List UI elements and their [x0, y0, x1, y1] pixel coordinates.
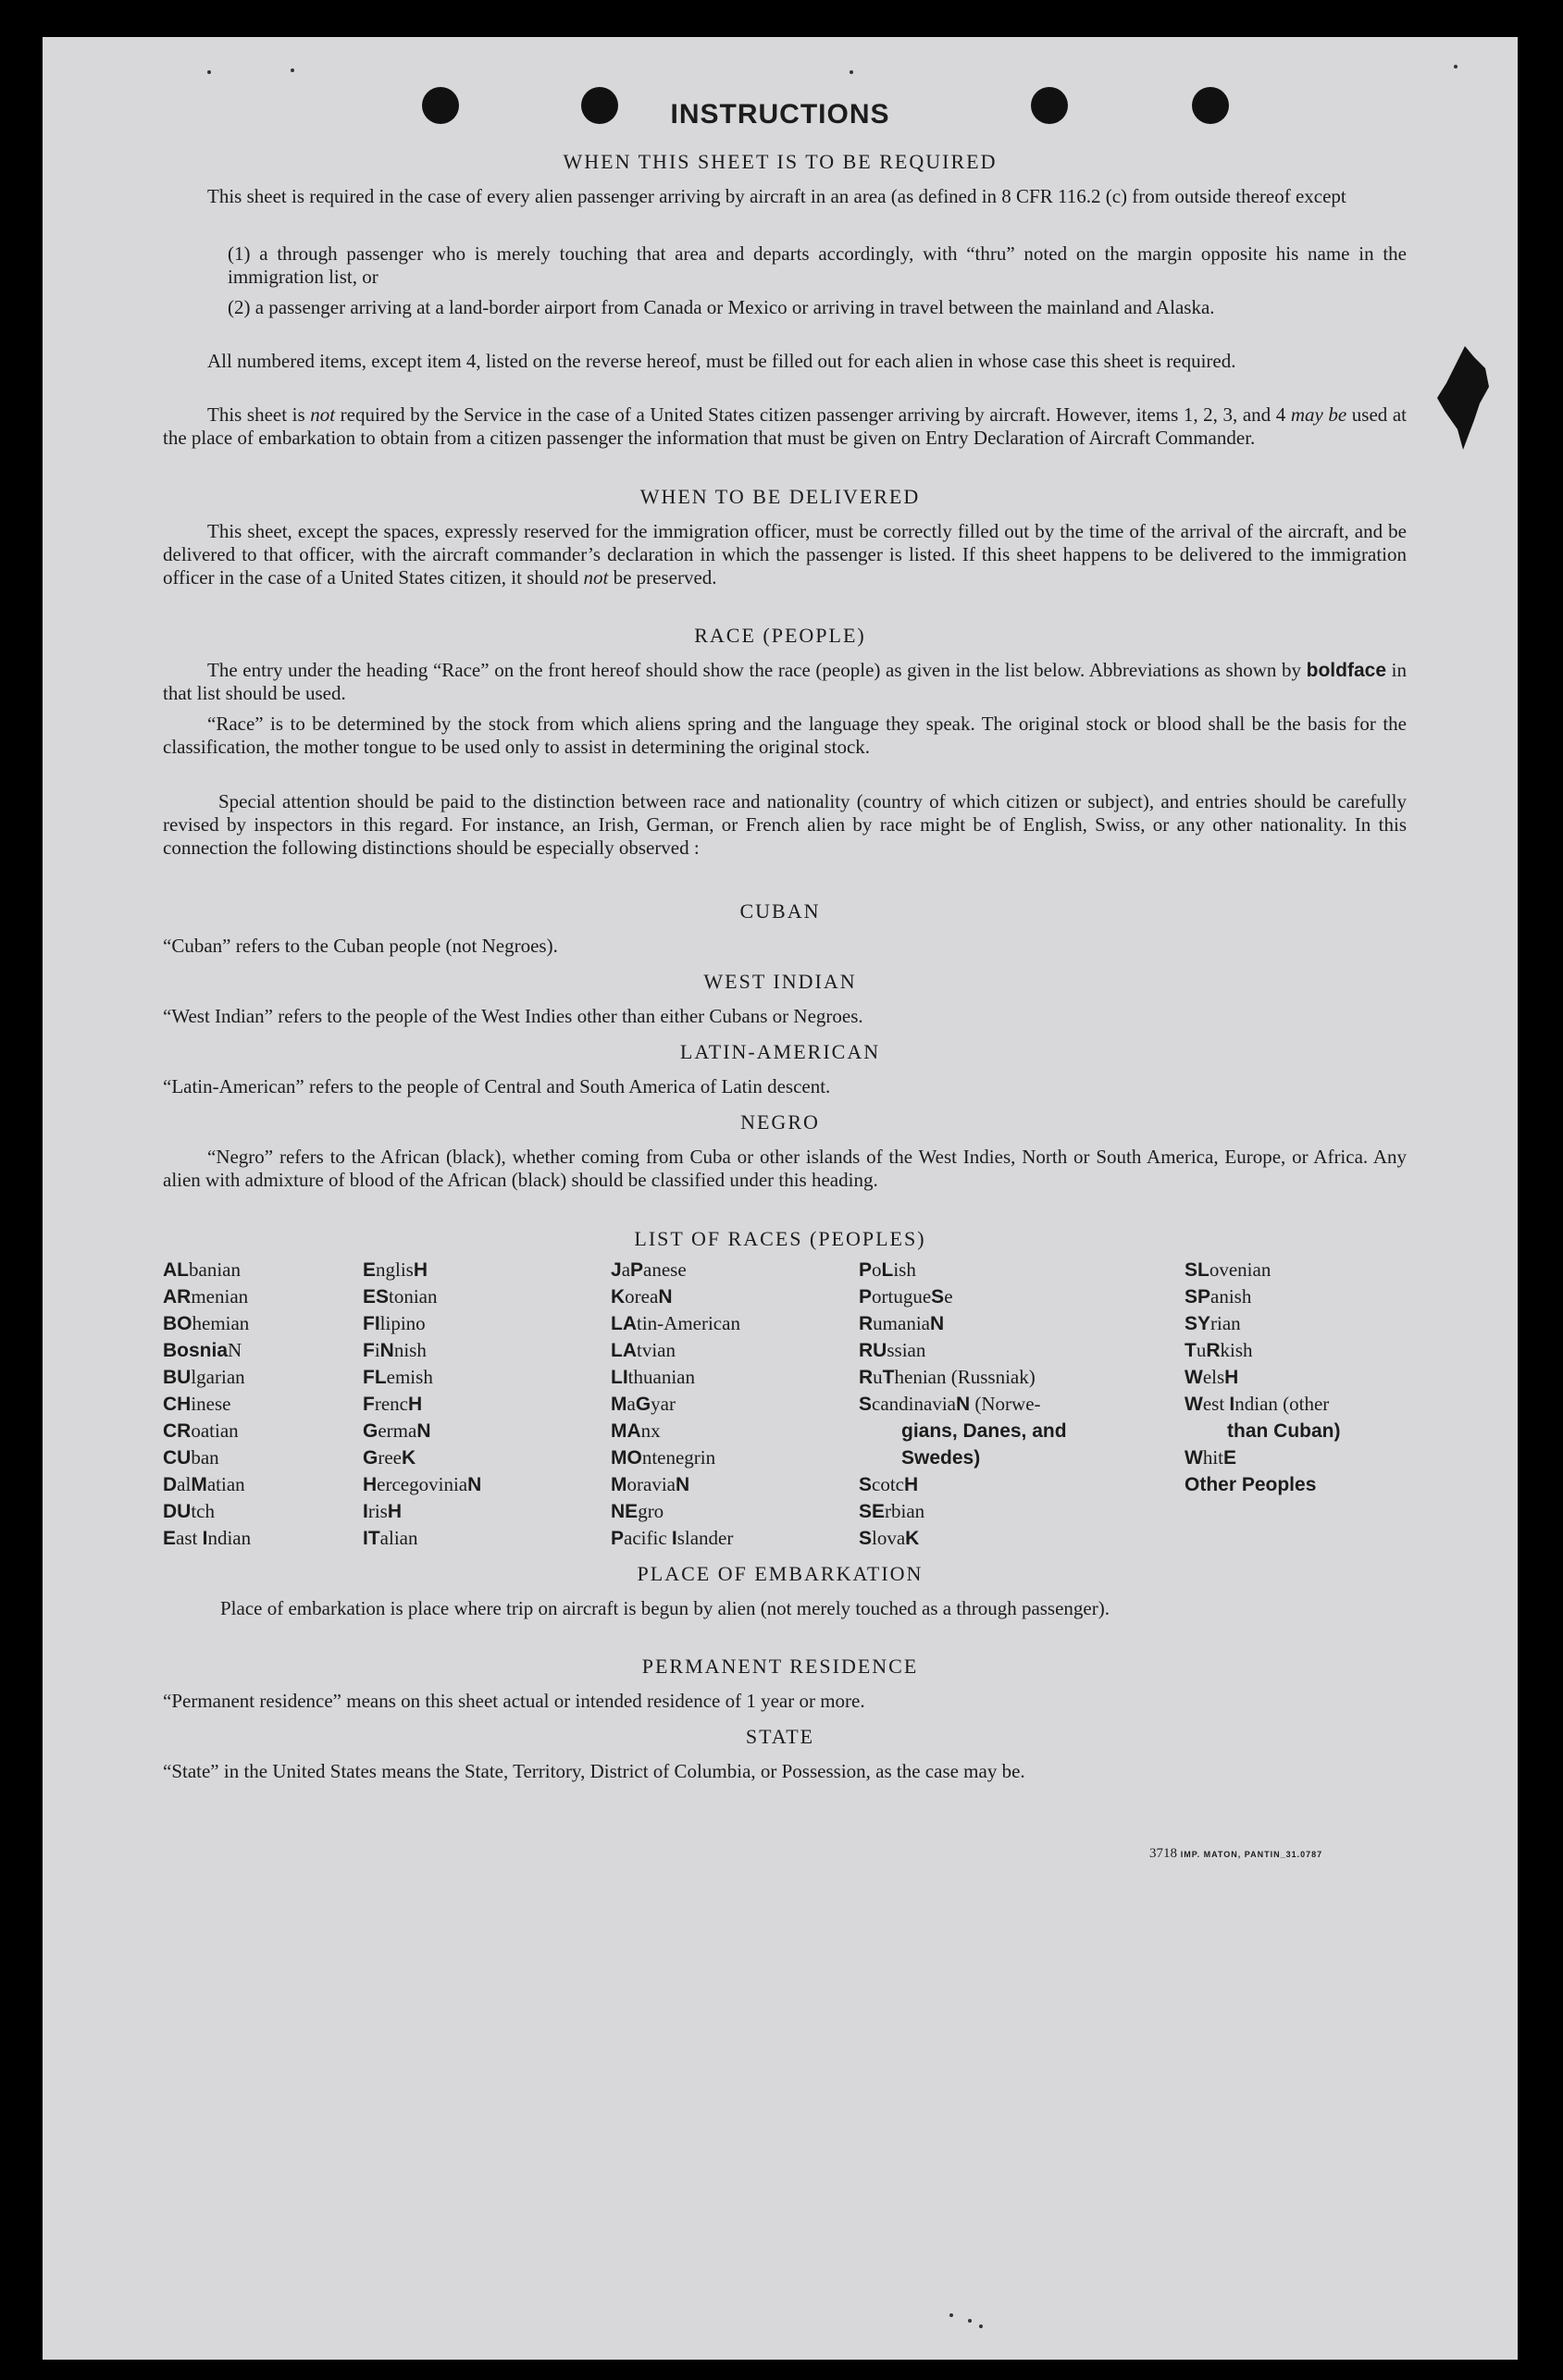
race-entry: DUtch	[163, 1500, 215, 1522]
race-entry: WhitE	[1185, 1446, 1237, 1469]
race-entry: JaPanese	[611, 1258, 687, 1281]
para-required-1: This sheet is required in the case of every alien passenger arriving by aircraft in an area (as defined in 8 CFR 116.2 (c) from outside thereof except	[207, 185, 1346, 207]
race-entry: CRoatian	[163, 1419, 239, 1442]
race-entry: FrencH	[363, 1393, 423, 1415]
race-entry: RUssian	[859, 1339, 926, 1361]
race-entry: BosniaN	[163, 1339, 242, 1361]
heading-west-indian: WEST INDIAN	[703, 970, 857, 993]
heading-permanent-residence: PERMANENT RESIDENCE	[641, 1655, 919, 1678]
race-entry: CUban	[163, 1446, 219, 1469]
print-footer	[1149, 1846, 1322, 1862]
race-entry: ScotcH	[859, 1473, 919, 1495]
race-entry: BUlgarian	[163, 1366, 245, 1388]
races-column-2	[363, 1257, 481, 1552]
race-entry: FLemish	[363, 1366, 433, 1388]
race-entry: ARmenian	[163, 1285, 249, 1308]
heading-race: RACE (PEOPLE)	[694, 624, 866, 647]
race-entry: ITalian	[363, 1527, 418, 1549]
race-entry: SlovaK	[859, 1527, 920, 1549]
race-entry: BOhemian	[163, 1312, 250, 1334]
heading-list-of-races: LIST OF RACES (PEOPLES)	[634, 1227, 926, 1250]
race-entry: Swedes)	[901, 1447, 981, 1469]
race-entry: LAtin-American	[611, 1312, 740, 1334]
race-entry: RuThenian (Russniak)	[859, 1366, 1036, 1388]
race-entry: EnglisH	[363, 1258, 428, 1281]
race-entry: EStonian	[363, 1285, 438, 1308]
races-column-3	[611, 1257, 740, 1552]
para-cuban: “Cuban” refers to the Cuban people (not Negroes).	[163, 935, 558, 957]
race-entry: ScandinaviaN (Norwe-	[859, 1393, 1041, 1415]
heading-place-of-embarkation: PLACE OF EMBARKATION	[637, 1562, 924, 1585]
para-delivered-1: This sheet, except the spaces, expressly reserved for the immigration officer, must be correctly filled out by the time of the arrival of the aircraft, and be delivered to that officer, with the aircraft commander’s declaration in which the passenger is listed. If this sheet happens to be delivered to the immigration officer in the case of a United States citizen, it should not be preserved.	[163, 520, 1407, 589]
race-entry: FIlipino	[363, 1312, 426, 1334]
race-entry: SErbian	[859, 1500, 925, 1522]
para-required-3: This sheet is not required by the Service in the case of a United States citizen passenger arriving by aircraft. However, items 1, 2, 3, and 4 may be used at the place of embarkation to obtain from a citizen passenger the information that must be given on Entry Declaration of Aircraft Commander.	[163, 403, 1408, 449]
para-latin-american: “Latin-American” refers to the people of Central and South America of Latin descent.	[163, 1075, 831, 1097]
instruction-sheet	[43, 37, 1518, 2360]
para-race-2: “Race” is to be determined by the stock from which aliens spring and the language they speak. The original stock or blood shall be the basis for the classification, the mother tongue to be used only to assist in determining the original stock.	[163, 713, 1407, 758]
speck	[291, 68, 294, 72]
heading-when-required: WHEN THIS SHEET IS TO BE REQUIRED	[563, 150, 998, 173]
race-entry: PortugueSe	[859, 1285, 953, 1308]
heading-cuban: CUBAN	[739, 899, 821, 923]
speck	[949, 2313, 953, 2317]
race-entry: than Cuban)	[1227, 1420, 1341, 1442]
item-1-text: (1) a through passenger who is merely touching that area and departs accordingly, with “thru” noted on the margin opposite his name in the immigration list, or	[228, 242, 1407, 288]
heading-state: STATE	[745, 1725, 815, 1748]
race-entry: LIthuanian	[611, 1366, 695, 1388]
speck	[968, 2319, 972, 2323]
race-entry: TuRkish	[1185, 1339, 1253, 1361]
race-entry: DalMatian	[163, 1473, 245, 1495]
race-entry: FiNnish	[363, 1339, 427, 1361]
page-title: INSTRUCTIONS	[670, 99, 890, 130]
race-entry: SLovenian	[1185, 1258, 1271, 1281]
race-entry: Pacific Islander	[611, 1527, 734, 1549]
printer-imprint: IMP. MATON, PANTIN_31.0787	[1180, 1850, 1323, 1859]
race-entry: GreeK	[363, 1446, 416, 1469]
race-entry: WelsH	[1185, 1366, 1239, 1388]
para-race-1: The entry under the heading “Race” on the front hereof should show the race (people) as given in the list below. Abbreviations as shown by boldface in that list should be used.	[163, 659, 1407, 704]
race-entry: SYrian	[1185, 1312, 1241, 1334]
form-number: 3718	[1149, 1846, 1177, 1861]
heading-when-delivered: WHEN TO BE DELIVERED	[639, 485, 921, 508]
para-required-item1	[228, 242, 1407, 289]
para-residence: “Permanent residence” means on this sheet actual or intended residence of 1 year or more.	[163, 1690, 865, 1712]
race-entry: MaGyar	[611, 1393, 676, 1415]
race-entry: NEgro	[611, 1500, 664, 1522]
race-entry: HercegoviniaN	[363, 1473, 482, 1495]
race-entry: LAtvian	[611, 1339, 676, 1361]
heading-negro: NEGRO	[740, 1110, 820, 1134]
race-entry: East Indian	[163, 1527, 252, 1549]
race-entry: West Indian (other	[1185, 1393, 1330, 1415]
race-entry: Other Peoples	[1185, 1474, 1317, 1495]
item-2-text: (2) a passenger arriving at a land-border airport from Canada or Mexico or arriving in travel between the mainland and Alaska.	[228, 296, 1215, 318]
speck	[979, 2324, 983, 2328]
heading-latin-american: LATIN-AMERICAN	[679, 1040, 881, 1063]
race-entry: MAnx	[611, 1419, 661, 1442]
para-required-2: All numbered items, except item 4, listed on the reverse hereof, must be filled out for each alien in whose case this sheet is required.	[207, 350, 1236, 372]
torn-corner-mark	[1437, 346, 1489, 450]
race-entry: ALbanian	[163, 1258, 241, 1281]
races-column-4	[859, 1257, 1067, 1552]
races-column-5	[1185, 1257, 1340, 1498]
speck	[850, 70, 853, 74]
para-west-indian: “West Indian” refers to the people of the West Indies other than either Cubans or Negroes.	[163, 1005, 863, 1027]
para-race-3: Special attention should be paid to the distinction between race and nationality (country of which citizen or subject), and entries should be carefully revised by inspectors in this regard. For instance, an Irish, German, or French alien by race might be of English, Swiss, or any other nationality. In this connection the following distinctions should be especially observed :	[163, 790, 1407, 859]
para-state: “State” in the United States means the State, Territory, District of Columbia, or Possession, as the case may be.	[163, 1760, 1025, 1782]
race-entry: IrisH	[363, 1500, 403, 1522]
para-negro: “Negro” refers to the African (black), whether coming from Cuba or other islands of the West Indies, North or South America, Europe, or Africa. Any alien with admixture of blood of the African (black) should be classified under this heading.	[163, 1146, 1407, 1191]
race-entry: KoreaN	[611, 1285, 673, 1308]
race-entry: gians, Danes, and	[901, 1420, 1067, 1442]
para-required-item2	[228, 296, 1407, 319]
speck	[1454, 65, 1458, 68]
race-entry: MoraviaN	[611, 1473, 690, 1495]
race-entry: PoLish	[859, 1258, 916, 1281]
race-entry: RumaniaN	[859, 1312, 945, 1334]
para-embarkation: Place of embarkation is place where trip on aircraft is begun by alien (not merely touched as a through passenger).	[220, 1597, 1110, 1619]
races-column-1	[163, 1257, 251, 1552]
speck	[207, 70, 211, 74]
race-entry: SPanish	[1185, 1285, 1252, 1308]
race-entry: GermaN	[363, 1419, 431, 1442]
race-entry: CHinese	[163, 1393, 231, 1415]
race-entry: MOntenegrin	[611, 1446, 716, 1469]
